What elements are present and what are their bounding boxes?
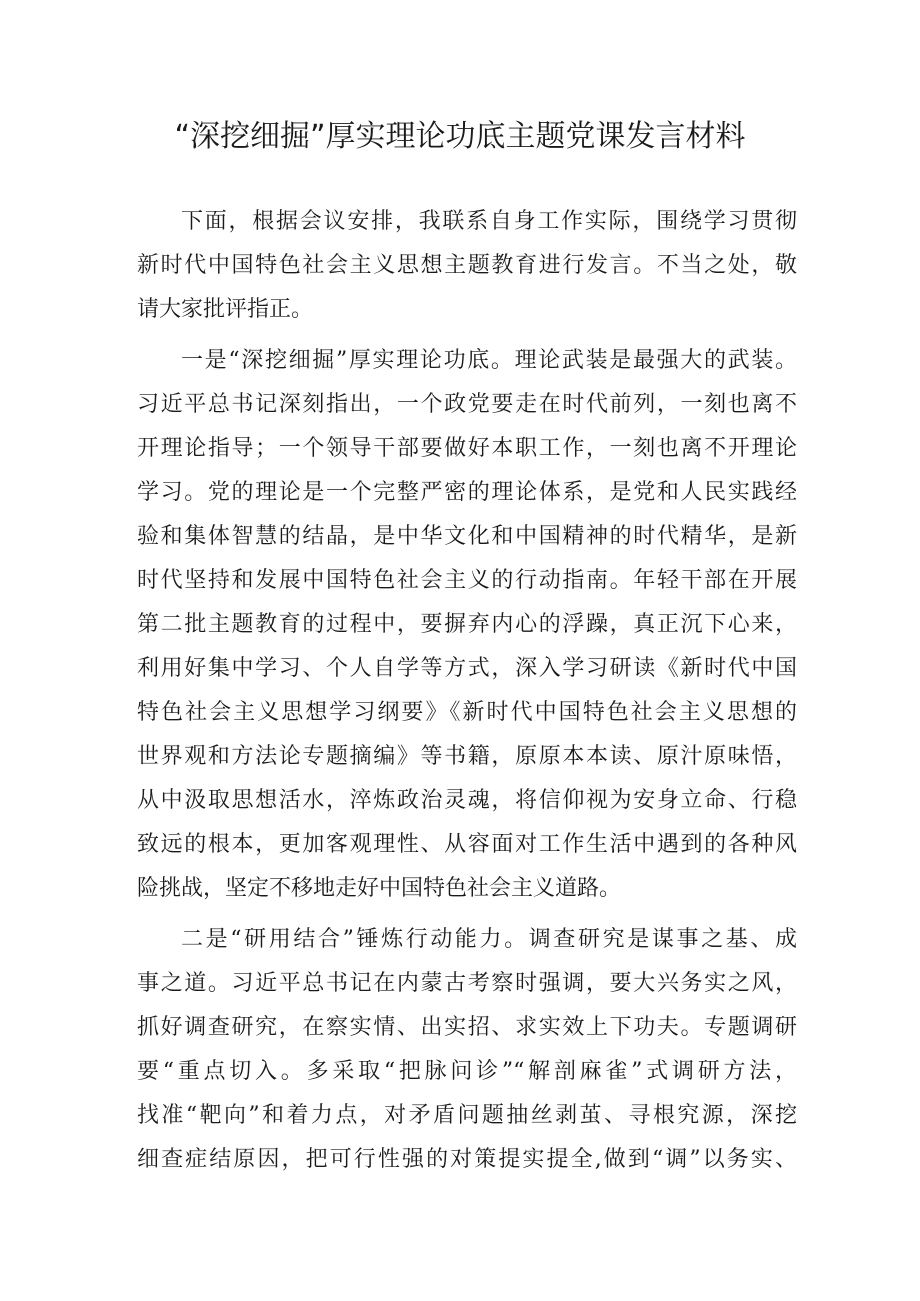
paragraph-line: 开理论指导；一个领导干部要做好本职工作，一刻也离不开理论 — [137, 436, 797, 461]
paragraph-line: 习近平总书记深刻指出，一个政党要走在时代前列，一刻也离不 — [137, 392, 797, 417]
paragraph-2 — [137, 339, 797, 911]
paragraph-line: 致远的根本，更加客观理性、从容面对工作生活中遇到的各种风 — [137, 832, 797, 857]
paragraph-line: 找准“靶向”和着力点，对矛盾问题抽丝剥茧、寻根究源，深挖 — [137, 1103, 797, 1128]
paragraph-line: 利用好集中学习、个人自学等方式，深入学习研读《新时代中国 — [137, 656, 797, 681]
paragraph-1 — [137, 200, 797, 332]
paragraph-line: 学习。党的理论是一个完整严密的理论体系，是党和人民实践经 — [137, 480, 797, 505]
paragraph-line: 请大家批评指正。 — [137, 297, 314, 322]
paragraph-line: 从中汲取思想活水，淬炼政治灵魂，将信仰视为安身立命、行稳 — [137, 788, 797, 813]
paragraph-line: 一是“深挖细掘”厚实理论功底。理论武装是最强大的武装。 — [181, 348, 797, 373]
document-title: “深挖细掘”厚实理论功底主题党课发言材料 — [174, 119, 746, 154]
paragraph-line: 事之道。习近平总书记在内蒙古考察时强调，要大兴务实之风， — [137, 971, 797, 996]
paragraph-line: 新时代中国特色社会主义思想主题教育进行发言。不当之处，敬 — [137, 253, 797, 278]
paragraph-3 — [137, 918, 797, 1182]
paragraph-line: 特色社会主义思想学习纲要》《新时代中国特色社会主义思想的 — [137, 700, 797, 725]
paragraph-line: 世界观和方法论专题摘编》等书籍，原原本本读、原汁原味悟， — [137, 744, 797, 769]
paragraph-line: 细查症结原因，把可行性强的对策提实提全,做到“调”以务实、 — [137, 1147, 797, 1172]
paragraph-line: 验和集体智慧的结晶，是中华文化和中国精神的时代精华，是新 — [137, 524, 797, 549]
paragraph-line: 抓好调查研究，在察实情、出实招、求实效上下功夫。专题调研 — [137, 1015, 797, 1040]
paragraph-line: 二是“研用结合”锤炼行动能力。调查研究是谋事之基、成 — [181, 927, 797, 952]
paragraph-line: 时代坚持和发展中国特色社会主义的行动指南。年轻干部在开展 — [137, 568, 797, 593]
paragraph-line: 第二批主题教育的过程中，要摒弃内心的浮躁，真正沉下心来， — [137, 612, 797, 637]
paragraph-line: 险挑战，坚定不移地走好中国特色社会主义道路。 — [137, 876, 622, 901]
paragraph-line: 下面，根据会议安排，我联系自身工作实际，围绕学习贯彻 — [181, 209, 797, 234]
document-body — [137, 200, 797, 1182]
paragraph-line: 要“重点切入。多采取“把脉问诊”“解剖麻雀”式调研方法， — [137, 1059, 797, 1084]
